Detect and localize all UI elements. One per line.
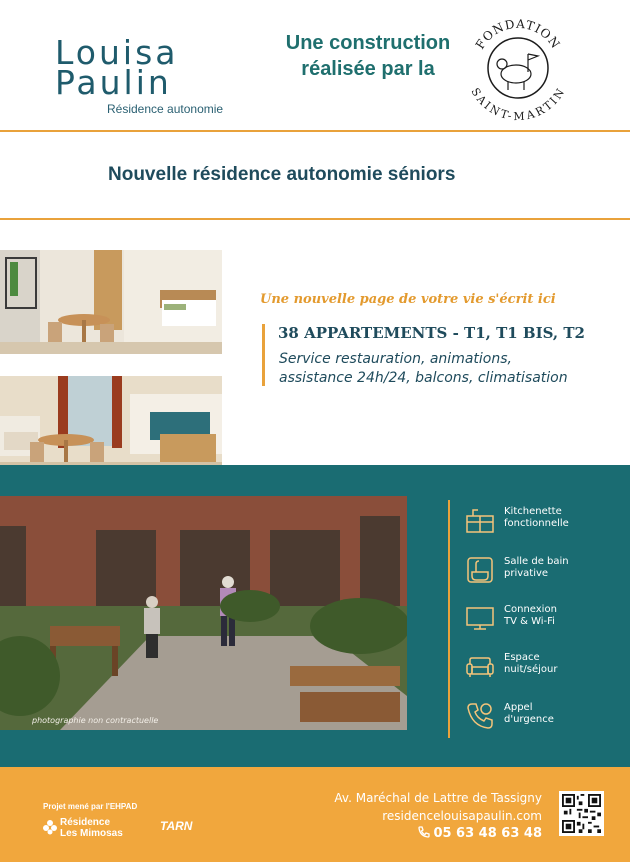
logo-line-1: Louisa — [55, 33, 179, 72]
construction-text — [268, 30, 468, 82]
tagline: Une nouvelle page de votre vie s'écrit ici — [260, 292, 556, 307]
logo-line-2: Paulin — [55, 63, 172, 102]
feature-line-2: fonctionnelle — [504, 518, 569, 529]
feature-living-space — [464, 648, 624, 688]
feature-line-1: Kitchenette — [504, 506, 562, 517]
website-link[interactable]: residencelouisapaulin.com — [382, 809, 542, 823]
headline: Nouvelle résidence autonomie séniors — [108, 164, 456, 185]
lamb-icon — [497, 54, 538, 90]
feature-line-2: nuit/séjour — [504, 664, 558, 675]
accent-bar — [262, 324, 265, 386]
services-line-1: Service restauration, animations, — [279, 351, 512, 367]
feature-emergency-call — [464, 698, 624, 738]
feature-kitchenette — [464, 502, 624, 542]
partner-logo — [42, 817, 152, 839]
feature-line-2: privative — [504, 568, 549, 579]
seal-top-text: FONDATION — [472, 16, 564, 52]
garden-courtyard-photo — [0, 496, 407, 730]
features-divider — [448, 500, 450, 738]
bathroom-icon — [464, 554, 496, 586]
feature-line-1: Appel — [504, 702, 533, 713]
phone-line[interactable] — [334, 825, 542, 843]
feature-line-2: d'urgence — [504, 714, 554, 725]
logo-subtitle: Résidence autonomie — [107, 102, 224, 116]
address-text: Av. Maréchal de Lattre de Tassigny — [334, 791, 542, 805]
photo-disclaimer: photographie non contractuelle — [32, 716, 159, 725]
feature-line-1: Salle de bain — [504, 556, 569, 567]
partner-line-2: Les Mimosas — [60, 828, 123, 839]
sofa-icon — [464, 650, 496, 682]
feature-tv-wifi — [464, 600, 624, 640]
mimosa-flower-icon — [42, 819, 58, 835]
svg-text:SAINT-MARTIN — [468, 86, 567, 124]
phone-number: 05 63 48 63 48 — [433, 826, 542, 841]
project-led-by: Projet mené par l'EHPAD — [43, 802, 138, 811]
qr-code[interactable] — [559, 791, 604, 836]
living-room-photo — [0, 376, 222, 476]
emergency-call-icon — [464, 700, 496, 732]
svg-text:FONDATION — [473, 17, 563, 52]
tv-icon — [464, 602, 496, 634]
headline-divider — [0, 218, 630, 220]
fondation-saint-martin-seal — [462, 6, 574, 126]
seal-bottom-text: SAINT-MARTIN — [468, 85, 568, 124]
top-divider — [0, 130, 630, 132]
construction-line-1: Une construction — [285, 32, 451, 54]
partner-line-1: Résidence — [60, 817, 111, 828]
phone-icon — [418, 826, 430, 838]
contact-block — [334, 789, 542, 843]
residence-logo — [55, 33, 245, 116]
feature-line-1: Connexion — [504, 604, 557, 615]
feature-bathroom — [464, 552, 624, 592]
services-line-2: assistance 24h/24, balcons, climatisation — [279, 370, 568, 386]
feature-line-2: TV & Wi-Fi — [504, 616, 555, 627]
construction-line-2: réalisée par la — [301, 58, 435, 80]
tarn-logo: TARN — [160, 819, 193, 833]
bedroom-photo — [0, 250, 222, 354]
kitchenette-icon — [464, 504, 496, 536]
feature-line-1: Espace — [504, 652, 540, 663]
apartments-heading: 38 APPARTEMENTS - T1, T1 BIS, T2 — [278, 324, 585, 342]
footer — [0, 767, 630, 862]
services-text — [279, 350, 609, 388]
